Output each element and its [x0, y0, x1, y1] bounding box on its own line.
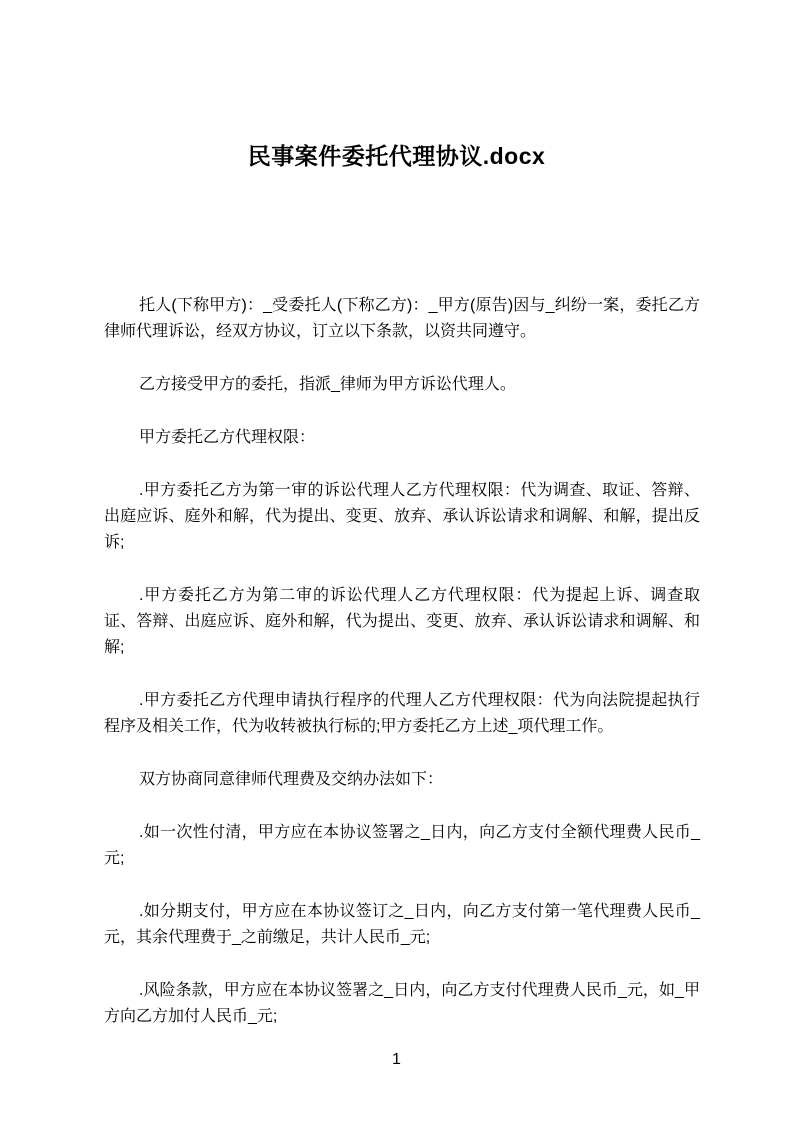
document-paragraph: .甲方委托乙方代理申请执行程序的代理人乙方代理权限：代为向法院提起执行程序及相关工作，代为收转被执行标的;甲方委托乙方上述_项代理工作。 — [104, 692, 700, 735]
document-paragraph: .甲方委托乙方为第一审的诉讼代理人乙方代理权限：代为调查、取证、答辩、出庭应诉、庭外和解，代为提出、变更、放弃、承认诉讼请求和调解、和解，提出反诉; — [104, 482, 700, 551]
document-paragraph: .甲方委托乙方为第二审的诉讼代理人乙方代理权限：代为提起上诉、调查取证、答辩、出庭应诉、庭外和解，代为提出、变更、放弃、承认诉讼请求和调解、和解; — [104, 587, 700, 656]
document-paragraph: 乙方接受甲方的委托，指派_律师为甲方诉讼代理人。 — [139, 376, 516, 393]
document-paragraph: 甲方委托乙方代理权限： — [139, 429, 316, 446]
page-number: 1 — [392, 1051, 401, 1068]
document-paragraph: .风险条款，甲方应在本协议签署之_日内，向乙方支付代理费人民币_元，如_甲方向乙方加付人民币_元; — [104, 982, 700, 1025]
document-body — [0, 293, 793, 1030]
document-title: 民事案件委托代理协议.docx — [247, 143, 546, 169]
document-paragraph: .如分期支付，甲方应在本协议签订之_日内，向乙方支付第一笔代理费人民币_元，其余代理费于_之前缴足，共计人民币_元; — [104, 903, 700, 946]
document-paragraph: 托人(下称甲方)：_受委托人(下称乙方)：_甲方(原告)因与_纠纷一案，委托乙方律师代理诉讼，经双方协议，订立以下条款，以资共同遵守。 — [104, 297, 700, 340]
document-paragraph: 双方协商同意律师代理费及交纳办法如下： — [139, 771, 444, 788]
document-paragraph: .如一次性付清，甲方应在本协议签署之_日内，向乙方支付全额代理费人民币_元; — [104, 824, 700, 867]
